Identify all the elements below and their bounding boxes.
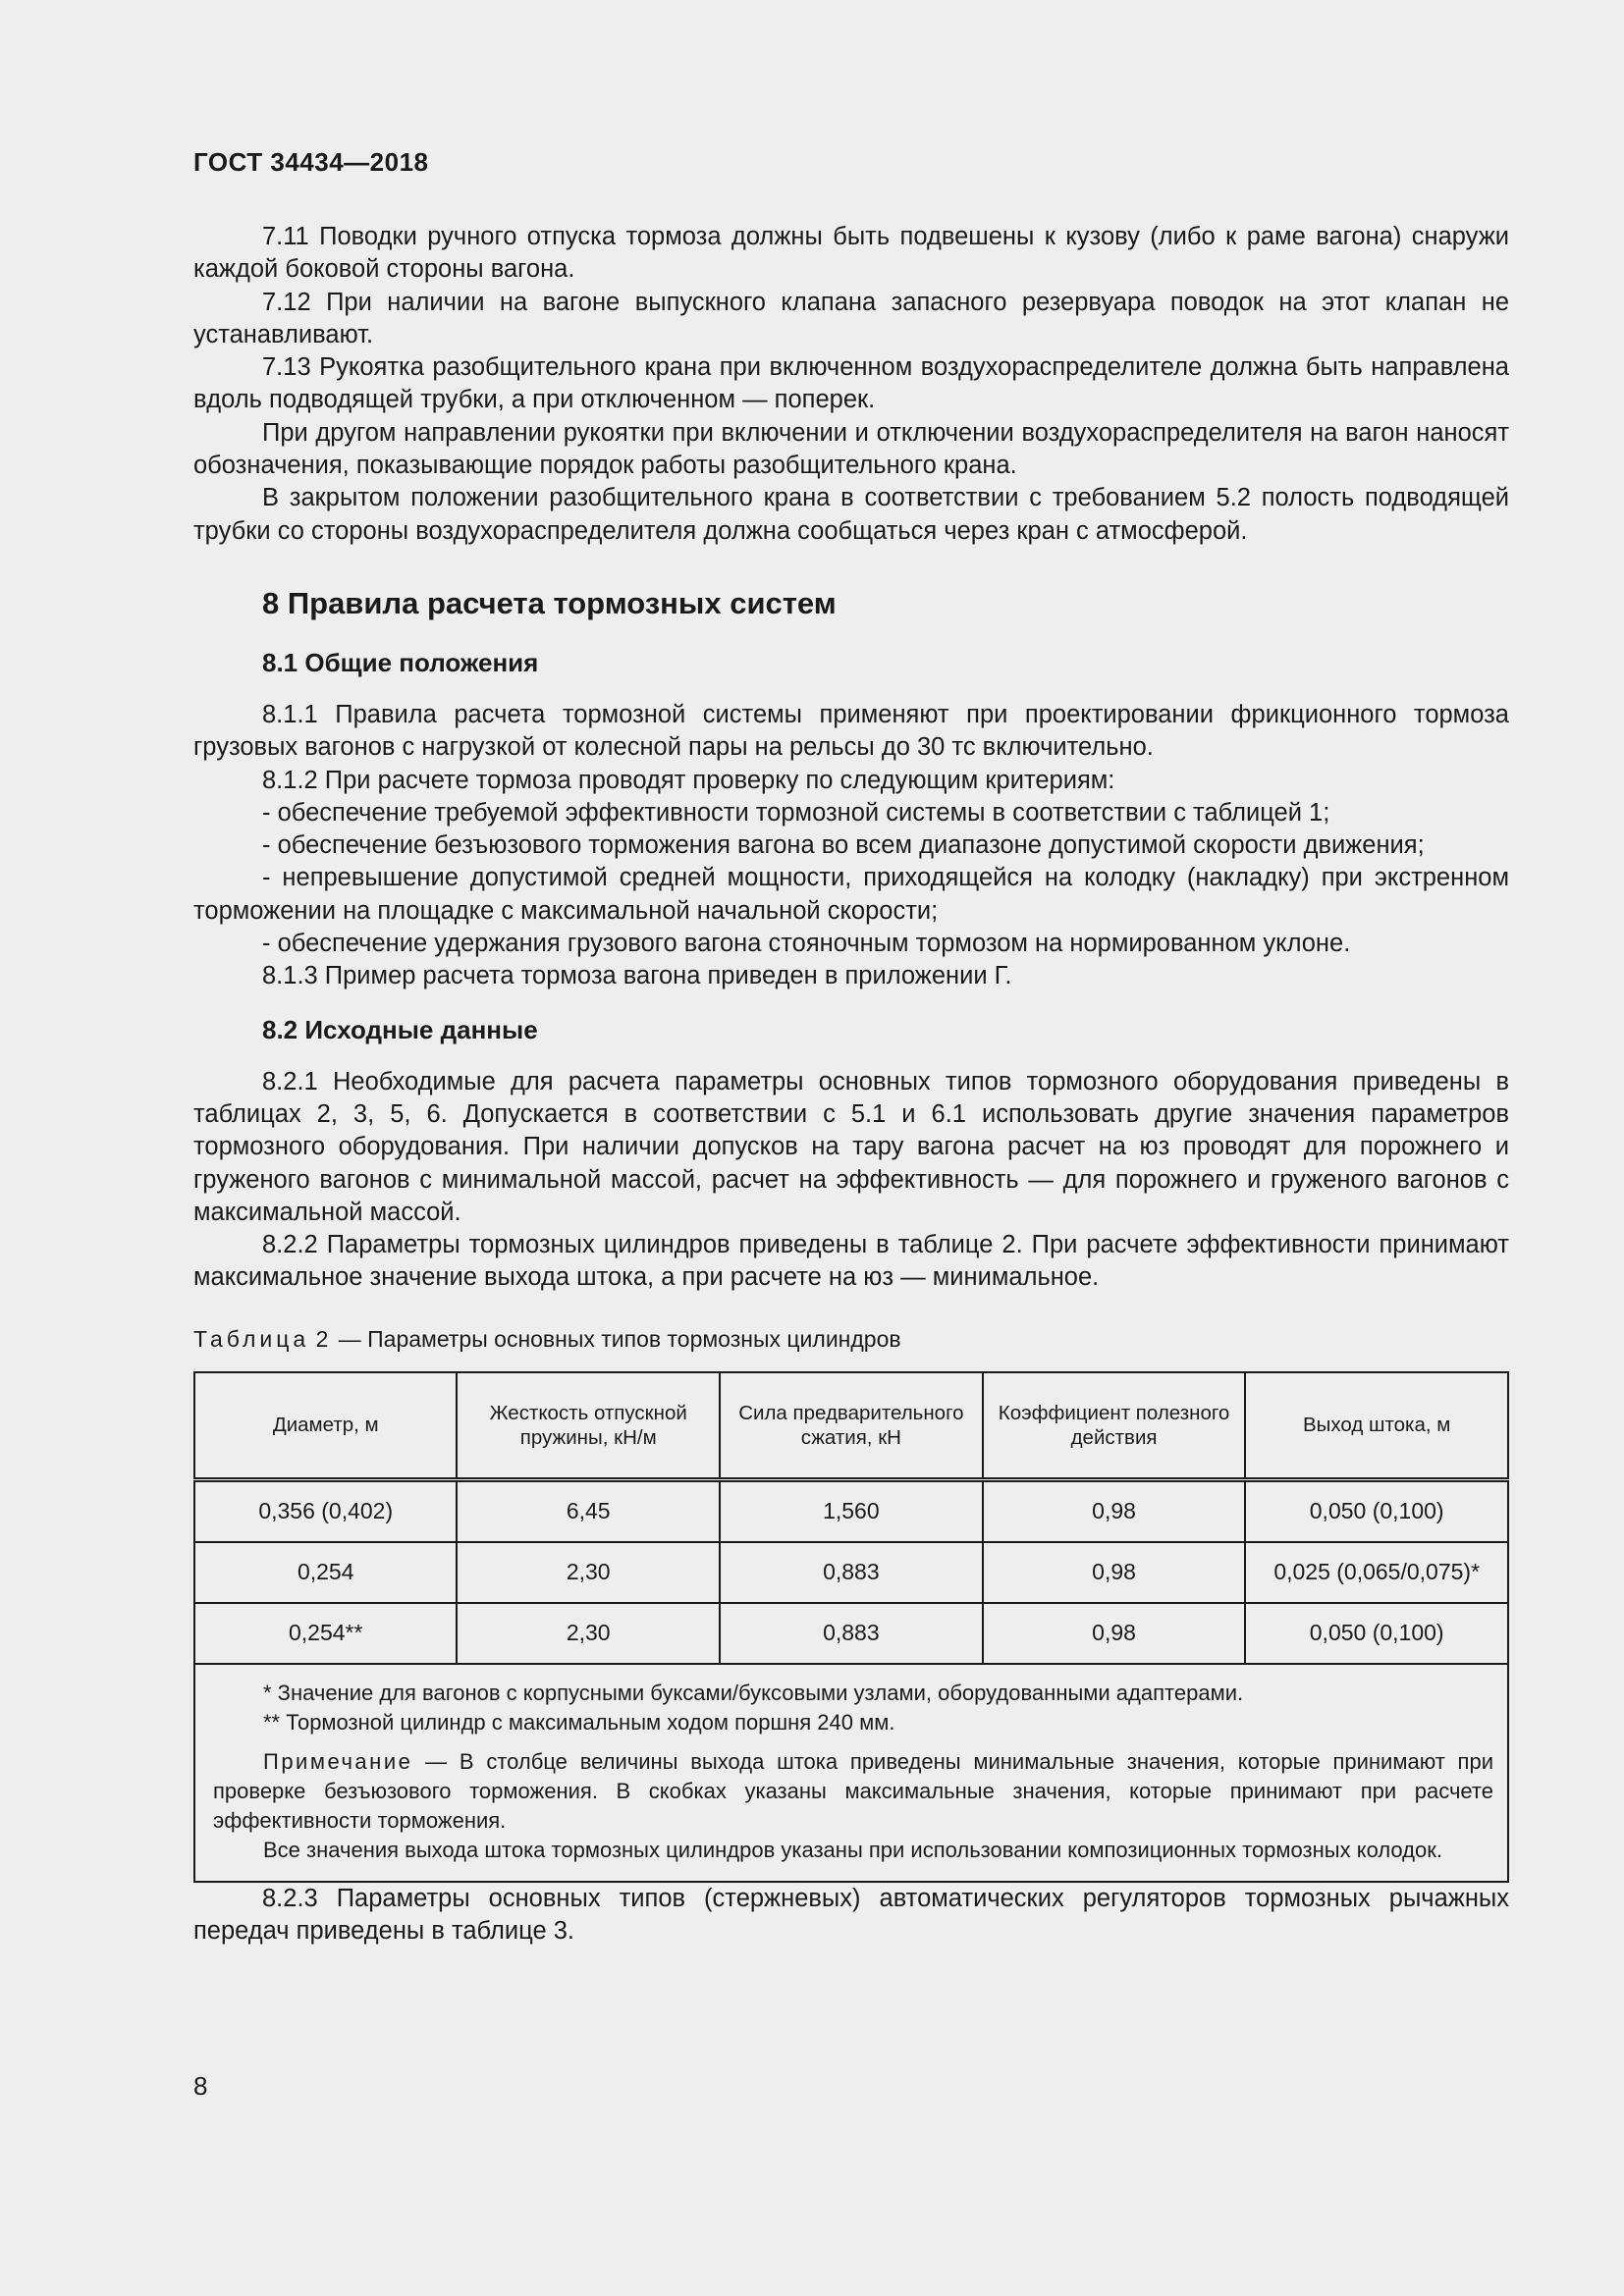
table-cell: 0,883 xyxy=(720,1542,983,1603)
table-cell: 1,560 xyxy=(720,1479,983,1542)
header-diameter: Диаметр, м xyxy=(194,1372,457,1480)
table-cell: 0,98 xyxy=(983,1479,1246,1542)
table-note xyxy=(213,1747,1493,1836)
page-number: 8 xyxy=(193,2071,208,2101)
table-caption-text: — Параметры основных типов тормозных цилиндров xyxy=(338,1325,901,1352)
subsection-8-2-title: 8.2 Исходные данные xyxy=(262,1014,538,1044)
table-cell: 0,254** xyxy=(194,1603,457,1664)
table-caption xyxy=(193,1324,1509,1354)
note-label: Примечание xyxy=(263,1748,413,1774)
table-cell: 2,30 xyxy=(457,1542,720,1603)
table-cell: 0,356 (0,402) xyxy=(194,1479,457,1542)
criterion-item: - обеспечение удержания грузового вагона стояночным тормозом на нормированном уклоне. xyxy=(262,930,1351,958)
table-cell: 0,050 (0,100) xyxy=(1245,1603,1508,1664)
header-rod-stroke: Выход штока, м xyxy=(1245,1372,1508,1480)
table-cell: 0,254 xyxy=(194,1542,457,1603)
paragraph-8-2-1: 8.2.1 Необходимые для расчета параметры основных типов тормозного оборудования приведены в таблицах 2, 3, 5, 6. Допускается в соответствии с 5.1 и 6.1 использовать другие значения параметров тормозного оборудования. При наличии допусков на тару вагона расчет на юз проводят для порожнего и груженого вагонов с минимальной массой, расчет на эффективность — для порожнего и груженого вагонов с максимальной массой. xyxy=(193,1067,1509,1226)
table-caption-number: 2 xyxy=(315,1325,333,1352)
paragraph-7-13-c: В закрытом положении разобщительного крана в соответствии с требованием 5.2 полость подводящей трубки со стороны воздухораспределителя должна сообщаться через кран с атмосферой. xyxy=(193,484,1509,545)
criterion-item: - непревышение допустимой средней мощности, приходящейся на колодку (накладку) при экстренном торможении на площадке с максимальной начальной скорости; xyxy=(193,864,1509,925)
table-cell: 6,45 xyxy=(457,1479,720,1542)
section-title: 8 Правила расчета тормозных систем xyxy=(262,585,837,620)
table-cell: 0,050 (0,100) xyxy=(1245,1479,1508,1542)
table-2 xyxy=(193,1371,1509,1883)
paragraph-7-13-b: При другом направлении рукоятки при включении и отключении воздухораспределителя на вагон наносят обозначения, показывающие порядок работы разобщительного крана. xyxy=(193,418,1509,480)
paragraph-7-11: 7.11 Поводки ручного отпуска тормоза должны быть подвешены к кузову (либо к раме вагона) снаружи каждой боковой стороны вагона. xyxy=(193,223,1509,284)
document-body xyxy=(193,221,1509,1948)
paragraph-8-2-3: 8.2.3 Параметры основных типов (стержневых) автоматических регуляторов тормозных рычажных передач приведены в таблице 3. xyxy=(193,1884,1509,1946)
subsection-8-1-title: 8.1 Общие положения xyxy=(262,647,539,677)
table-row xyxy=(194,1603,1508,1664)
criterion-item: - обеспечение требуемой эффективности тормозной системы в соответствии с таблицей 1; xyxy=(262,798,1330,827)
table-cell: 0,98 xyxy=(983,1603,1246,1664)
paragraph-7-13: 7.13 Рукоятка разобщительного крана при включенном воздухораспределителе должна быть направлена вдоль подводящей трубки, а при отключенном — поперек. xyxy=(193,353,1509,414)
paragraph-8-2-2: 8.2.2 Параметры тормозных цилиндров приведены в таблице 2. При расчете эффективности принимают максимальное значение выхода штока, а при расчете на юз — минимальное. xyxy=(193,1231,1509,1292)
header-efficiency: Коэффициент полезного действия xyxy=(983,1372,1246,1480)
paragraph-8-1-3: 8.1.3 Пример расчета тормоза вагона приведен в приложении Г. xyxy=(262,962,1012,990)
header-preload-force: Сила предварительного сжатия, кН xyxy=(720,1372,983,1480)
table-note-2: Все значения выхода штока тормозных цилиндров указаны при использовании композиционных тормозных колодок. xyxy=(263,1837,1442,1862)
paragraph-8-1-2: 8.1.2 При расчете тормоза проводят проверку по следующим критериям: xyxy=(262,766,1115,794)
footnote-1: * Значение для вагонов с корпусными буксами/буксовыми узлами, оборудованными адаптерами. xyxy=(263,1680,1244,1705)
footnote-2: ** Тормозной цилиндр с максимальным ходом поршня 240 мм. xyxy=(263,1709,895,1735)
table-row xyxy=(194,1479,1508,1542)
paragraph-7-12: 7.12 При наличии на вагоне выпускного клапана запасного резервуара поводок на этот клапан не устанавливают. xyxy=(193,288,1509,348)
table-cell: 0,883 xyxy=(720,1603,983,1664)
table-notes xyxy=(194,1664,1508,1882)
header-spring-stiffness: Жесткость отпускной пружины, кН/м xyxy=(457,1372,720,1480)
document-header: ГОСТ 34434—2018 xyxy=(193,147,429,177)
table-cell: 0,025 (0,065/0,075)* xyxy=(1245,1542,1508,1603)
criterion-item: - обеспечение безъюзового торможения вагона во всем диапазоне допустимой скорости движения; xyxy=(262,831,1425,860)
table-header-row xyxy=(194,1372,1508,1480)
table-cell: 2,30 xyxy=(457,1603,720,1664)
table-cell: 0,98 xyxy=(983,1542,1246,1603)
table-caption-word: Таблица xyxy=(193,1325,310,1352)
table-row xyxy=(194,1542,1508,1603)
table-notes-row xyxy=(194,1664,1508,1882)
note-text: — В столбце величины выхода штока приведены минимальные значения, которые принимают при проверке безъюзового торможения. В скобках указаны максимальные значения, которые принимают при расчете эффективности торможения. xyxy=(213,1748,1493,1833)
paragraph-8-1-1: 8.1.1 Правила расчета тормозной системы применяют при проектировании фрикционного тормоза грузовых вагонов с нагрузкой от колесной пары на рельсы до 30 тс включительно. xyxy=(193,700,1509,762)
